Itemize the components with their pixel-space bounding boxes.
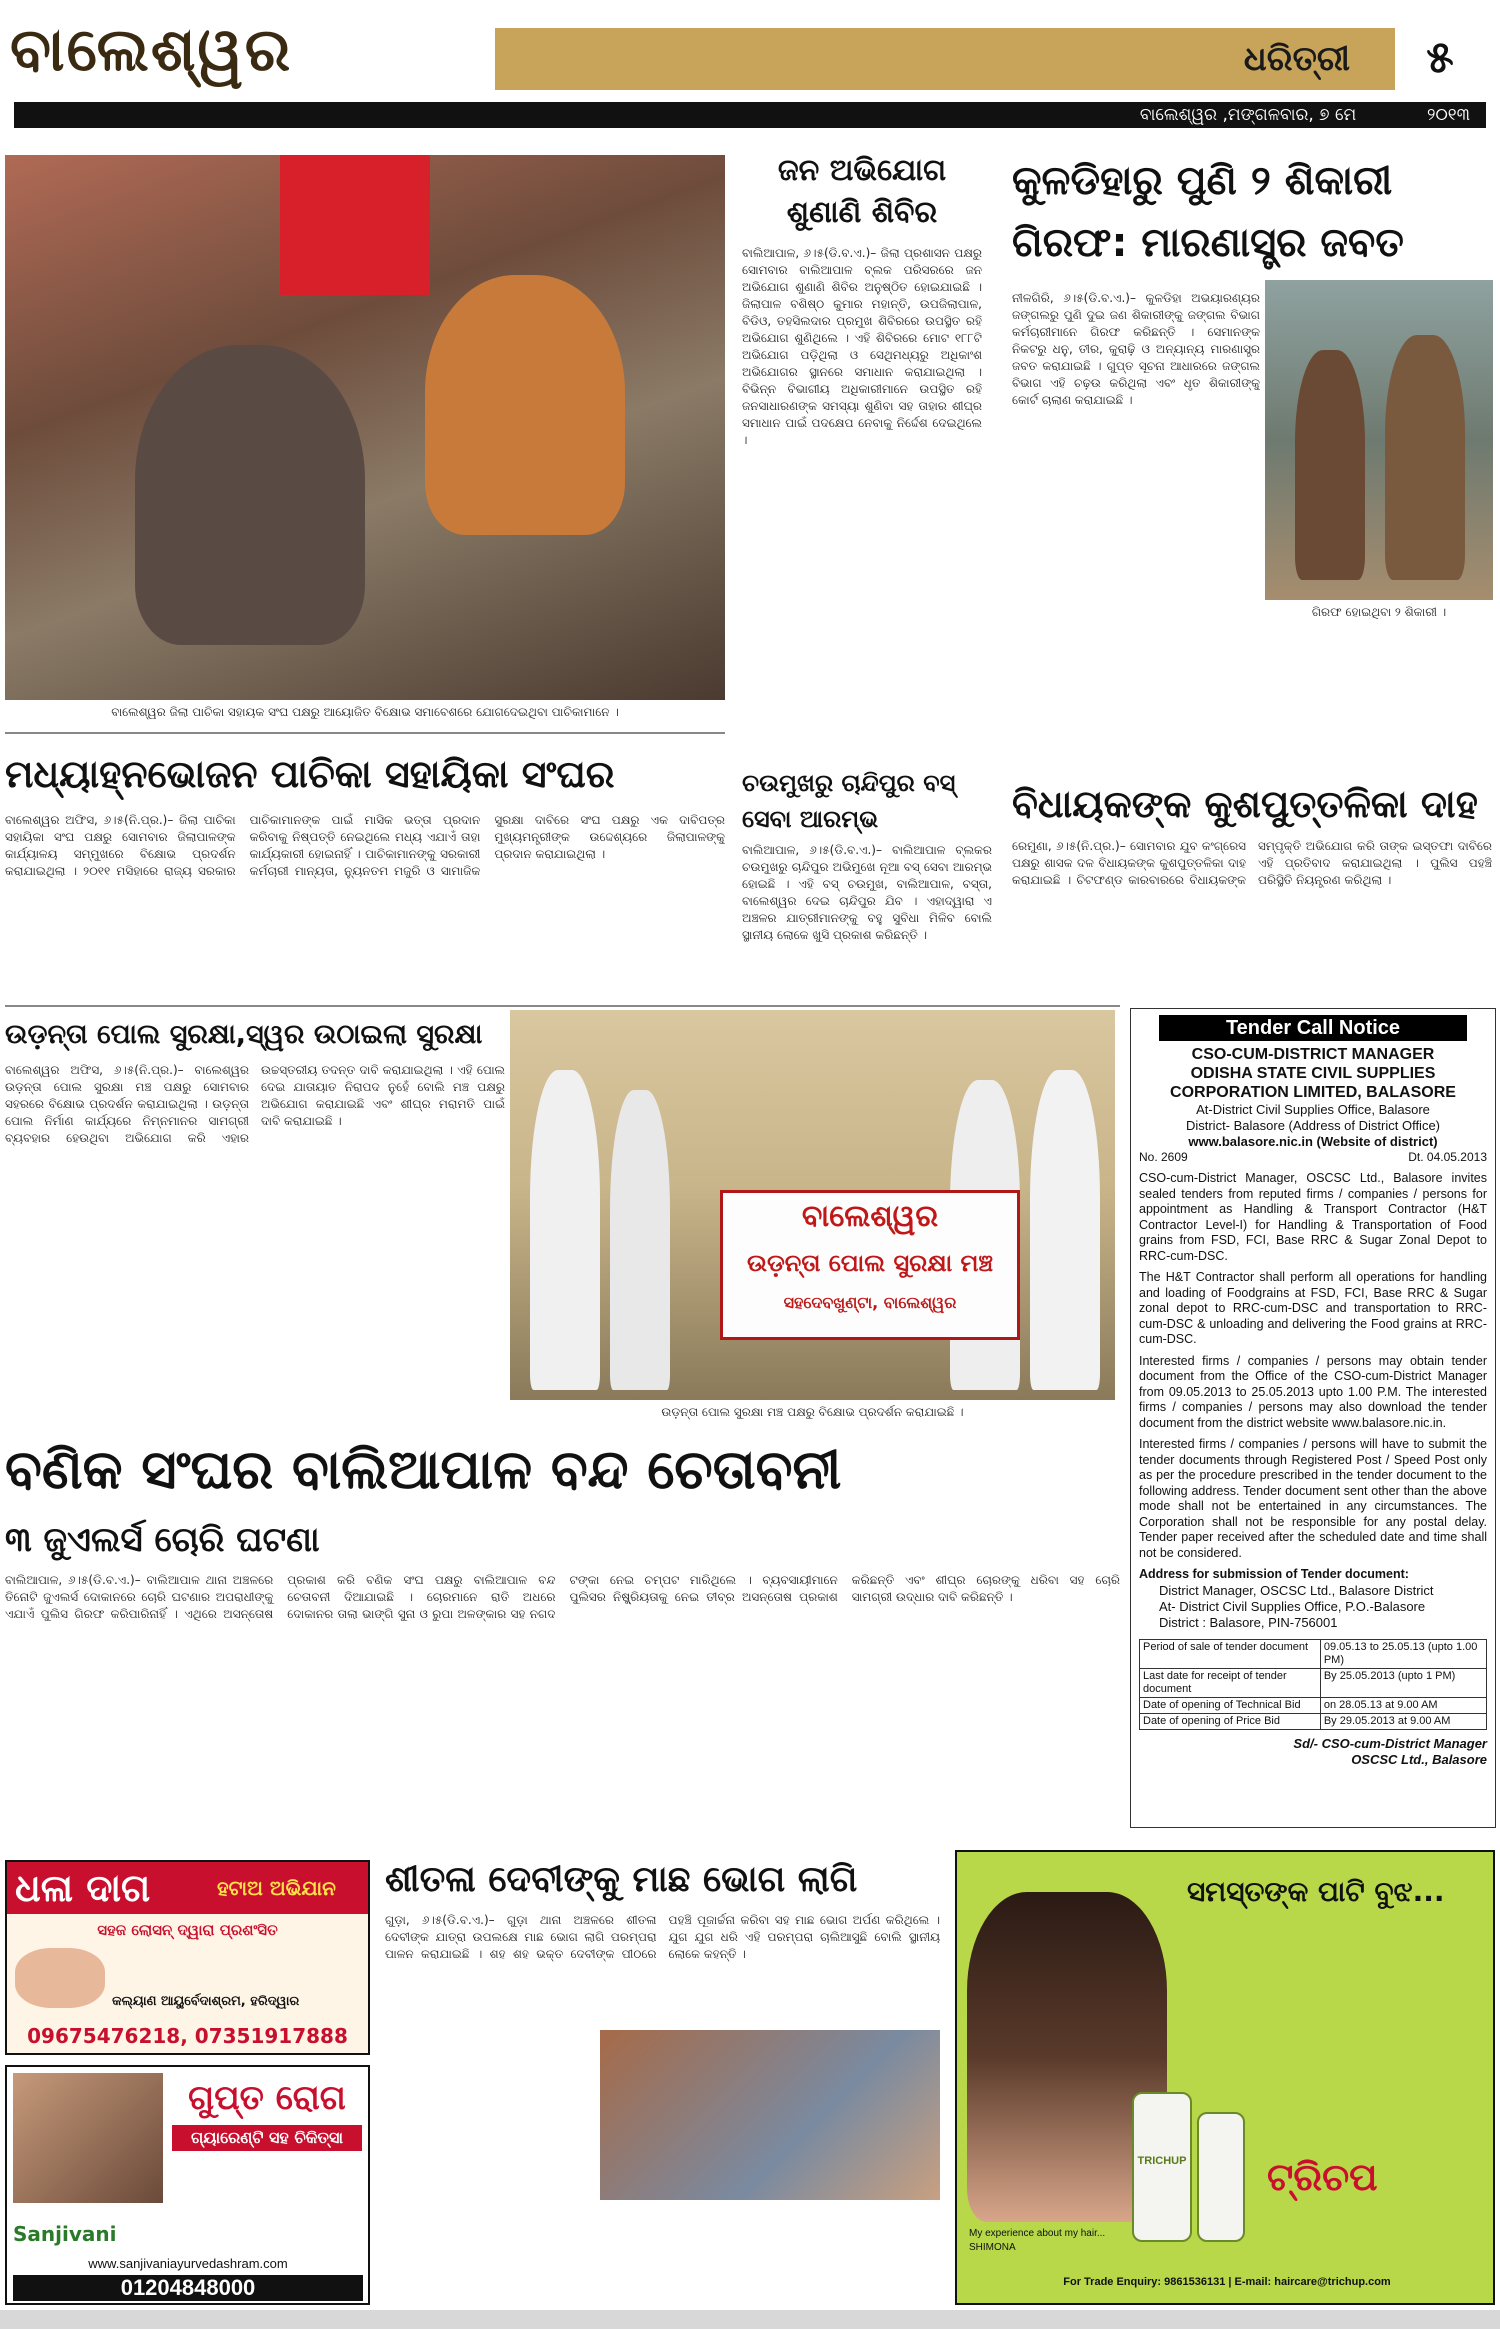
bus-headline: ଚଉମୁଖରୁ ଚାନ୍ଦିପୁର ବସ୍ ସେବା ଆରମ୍ଭ xyxy=(742,769,956,833)
table-cell: 09.05.13 to 25.05.13 (upto 1.00 PM) xyxy=(1320,1639,1486,1668)
photo-figure xyxy=(1295,350,1365,580)
photo-figure xyxy=(610,1090,670,1390)
cooking-body: ବାଲେଶ୍ୱର ଅଫିସ, ୬।୫(ନି.ପ୍ର.)– ଜିଲା ପାଚିକା ସହାୟିକା ସଂଘ ପକ୍ଷରୁ ସୋମବାର ଜିଲାପାଳଙ୍କ କାର୍ଯ୍ୟାଳୟ ସମ୍ମୁଖରେ ବିକ୍ଷୋଭ ପ୍ରଦର୍ଶନ କରାଯାଇଥିଲା । ୨୦୧୧ ମସିହାରେ ରାଜ୍ୟ ସରକାର ପାଚିକାମାନଙ୍କ ପାଇଁ ମାସିକ ଭତ୍ତା ପ୍ରଦାନ କରିବାକୁ ନିଷ୍ପତ୍ତି ନେଇଥିଲେ ମଧ୍ୟ ଏଯାଏଁ ତାହା କାର୍ଯ୍ୟକାରୀ ହୋଇନାହିଁ । ପାଚିକାମାନଙ୍କୁ ସରକାରୀ କର୍ମଚାରୀ ମାନ୍ୟତା, ନ୍ୟୁନତମ ମଜୁରି ଓ ସାମାଜିକ ସୁରକ୍ଷା ଦାବିରେ ସଂଘ ପକ୍ଷରୁ ଏକ ଦାବିପତ୍ର ମୁଖ୍ୟମନ୍ତ୍ରୀଙ୍କ ଉଦ୍ଦେଶ୍ୟରେ ଜିଲାପାଳଙ୍କୁ ପ୍ରଦାନ କରାଯାଇଥିଲା । xyxy=(5,813,725,878)
table-row xyxy=(1140,1697,1487,1713)
tender-ref xyxy=(1139,1150,1487,1165)
camp-headline: ଜନ ଅଭିଯୋଗ ଶୁଣାଣି ଶିବିର xyxy=(777,153,947,230)
protest-caption: ବାଲେଶ୍ୱର ଜିଲା ପାଚିକା ସହାୟକ ସଂଘ ପକ୍ଷରୁ ଆୟୋଜିତ ବିକ୍ଷୋଭ ସମାବେଶରେ ଯୋଗଦେଇଥିବା ପାଚିକାମାନେ । xyxy=(111,705,619,719)
photo-figure xyxy=(530,1070,600,1390)
ad-quote: My experience about my hair... SHIMONA xyxy=(969,2228,1106,2253)
sheetala-headline: ଶୀତଳା ଦେବୀଙ୍କୁ ମାଛ ଭୋଗ ଲାଗି xyxy=(385,1859,858,1900)
footer-bar xyxy=(0,2310,1500,2329)
protest-photo xyxy=(5,155,725,700)
tender-paragraph: The H&T Contractor shall perform all operations for handling and loading of Foodgrains at FSD, FCI, Base RRC & Sugar zonal depot to RRC-cum-DSC and transportation to RRC-cum-DSC & unloading and delivering the Food grains at RRC-cum-DSC. xyxy=(1139,1270,1487,1346)
table-row xyxy=(1140,1639,1487,1668)
dateline xyxy=(1050,103,1470,127)
police-headline: ଉଡ଼ନ୍ତା ପୋଲ ସୁରକ୍ଷା,ସ୍ୱର ଉଠାଇଲା ସୁରକ୍ଷା xyxy=(5,1019,483,1050)
bus-body: ବାଲିଆପାଳ, ୬।୫(ଡି.ବ.ଏ.)– ବାଲିଆପାଳ ବ୍ଲକର ଚଉମୁଖରୁ ଚାନ୍ଦିପୁର ଅଭିମୁଖେ ନୂଆ ବସ୍ ସେବା ଆରମ୍ଭ ହୋଇଛି । ଏହି ବସ୍ ଚଉମୁଖ, ବାଲିଆପାଳ, ବସ୍ତା, ବାଲେଶ୍ୱର ଦେଇ ଚାନ୍ଦିପୁର ଯିବ । ଏହାଦ୍ୱାରା ଏ ଅଞ୍ଚଳର ଯାତ୍ରୀମାନଙ୍କୁ ବହୁ ସୁବିଧା ମିଳିବ ବୋଲି ସ୍ଥାନୀୟ ଲୋକେ ଖୁସି ପ୍ରକାଶ କରିଛନ୍ତି । xyxy=(742,843,992,942)
ad-trade-enquiry: For Trade Enquiry: 9861536131 | E-mail: haircare@trichup.com xyxy=(1063,2276,1391,2288)
police-body: ବାଲେଶ୍ୱର ଅଫିସ, ୬।୫(ନି.ପ୍ର.)– ବାଲେଶ୍ୱର ଉଡ଼ନ୍ତା ପୋଲ ସୁରକ୍ଷା ମଞ୍ଚ ପକ୍ଷରୁ ସୋମବାର ସହରରେ ବିକ୍ଷୋଭ ପ୍ରଦର୍ଶନ କରାଯାଇଥିଲା । ଉଡ଼ନ୍ତା ପୋଲ ନିର୍ମାଣ କାର୍ଯ୍ୟରେ ନିମ୍ନମାନର ସାମଗ୍ରୀ ବ୍ୟବହାର ହେଉଥିବା ଅଭିଯୋଗ କରି ଏହାର ଉଚ୍ଚସ୍ତରୀୟ ତଦନ୍ତ ଦାବି କରାଯାଇଥିଲା । ଏହି ପୋଲ ଦେଇ ଯାତାୟାତ ନିରାପଦ ନୁହେଁ ବୋଲି ମଞ୍ଚ ପକ୍ଷରୁ ଅଭିଯୋଗ କରାଯାଇଛି ଏବଂ ଶୀଘ୍ର ମରାମତି ପାଇଁ ଦାବି କରାଯାଇଛି । xyxy=(5,1063,505,1145)
banner-line: ସହଦେବଖୁଣ୍ଟା, ବାଲେଶ୍ୱର xyxy=(783,1293,957,1312)
section-name: ଧରିତ୍ରୀ xyxy=(1243,39,1350,79)
effigy-headline: ବିଧାୟକଙ୍କ କୁଶପୁତ୍ତଳିକା ଦାହ xyxy=(1012,782,1478,826)
banner-line: ବାଲେଶ୍ୱର xyxy=(801,1199,939,1234)
trader-headline: ବଣିକ ସଂଘର ବାଲିଆପାଳ ବନ୍ଦ ଚେତାବନୀ xyxy=(5,1438,842,1501)
photo-figure xyxy=(1385,335,1465,580)
table-row xyxy=(1140,1668,1487,1697)
tender-address: District- Balasore (Address of District Office) xyxy=(1185,1118,1441,1133)
poacher-photo xyxy=(1265,280,1493,600)
masthead xyxy=(0,0,1500,135)
sheetala-body: ଗୁଡ଼ା, ୬।୫(ଡି.ବ.ଏ.)– ଗୁଡ଼ା ଥାନା ଅଞ୍ଚଳରେ ଶୀତଳା ଦେବୀଙ୍କ ଯାତ୍ରା ଉପଲକ୍ଷେ ମାଛ ଭୋଗ ଲାଗି ପରମ୍ପରା ପାଳନ କରାଯାଇଛି । ଶହ ଶହ ଭକ୍ତ ଦେବୀଙ୍କ ପୀଠରେ ପହଞ୍ଚି ପୂଜାର୍ଚ୍ଚନା କରିବା ସହ ମାଛ ଭୋଗ ଅର୍ପଣ କରିଥିଲେ । ଯୁଗ ଯୁଗ ଧରି ଏହି ପରମ୍ପରା ଚାଲିଆସୁଛି ବୋଲି ସ୍ଥାନୀୟ ଲୋକେ କହନ୍ତି । xyxy=(385,1913,940,1961)
ad-product-bottle xyxy=(1197,2112,1245,2242)
photo-figure xyxy=(1030,1070,1100,1390)
ad-sanjivani xyxy=(5,2065,370,2305)
tender-address: At-District Civil Supplies Office, Balasore xyxy=(1196,1102,1430,1117)
trader-subhead: ୩ ଜୁଏଲର୍ସ ଚୋରି ଘଟଣା xyxy=(5,1520,320,1560)
police-photo xyxy=(510,1010,1115,1400)
photo-figure xyxy=(135,345,365,645)
ad-brand: ଟ୍ରିଚପ xyxy=(1267,2155,1378,2199)
tender-org: CSO-CUM-DISTRICT MANAGER xyxy=(1191,1046,1435,1063)
protest-banner xyxy=(720,1190,1020,1340)
ad-image xyxy=(13,2073,163,2203)
ad-trichup xyxy=(955,1850,1495,2305)
ad-title: ଗୁପ୍ତ ରୋଗ xyxy=(188,2078,346,2118)
camp-body: ବାଲିଆପାଳ, ୬।୫(ଡି.ବ.ଏ.)– ଜିଲା ପ୍ରଶାସନ ପକ୍ଷରୁ ସୋମବାର ବାଲିଆପାଳ ବ୍ଲକ ପରିସରରେ ଜନ ଅଭିଯୋଗ ଶୁଣାଣି ଶିବିର ଅନୁଷ୍ଠିତ ହୋଇଯାଇଛି । ଜିଲାପାଳ ବଶିଷ୍ଠ କୁମାର ମହାନ୍ତି, ଉପଜିଲାପାଳ, ବିଡିଓ, ତହସିଲଦାର ପ୍ରମୁଖ ଶିବିରରେ ଉପସ୍ଥିତ ରହି ଅଭିଯୋଗ ଶୁଣିଥିଲେ । ଏହି ଶିବିରରେ ମୋଟ ୧୮୮ଟି ଅଭିଯୋଗ ପଡ଼ିଥିଲା ଓ ସେଥିମଧ୍ୟରୁ ଅଧିକାଂଶ ଅଭିଯୋଗର ସ୍ଥାନରେ ସମାଧାନ କରାଯାଇଥିଲା । ବିଭିନ୍ନ ବିଭାଗୀୟ ଅଧିକାରୀମାନେ ଉପସ୍ଥିତ ରହି ଜନସାଧାରଣଙ୍କ ସମସ୍ୟା ଶୁଣିବା ସହ ତାହାର ଶୀଘ୍ର ସମାଧାନ ପାଇଁ ପଦକ୍ଷେପ ନେବାକୁ ନିର୍ଦ୍ଦେଶ ଦେଇଥିଲେ । xyxy=(742,246,982,447)
poacher-body: ନୀଳଗିରି, ୬।୫(ଡି.ବ.ଏ.)– କୁଳଡିହା ଅଭୟାରଣ୍ୟର ଜଙ୍ଗଲରୁ ପୁଣି ଦୁଇ ଜଣ ଶିକାରୀଙ୍କୁ ଜଙ୍ଗଲ ବିଭାଗ କର୍ମଚାରୀମାନେ ଗିରଫ କରିଛନ୍ତି । ସେମାନଙ୍କ ନିକଟରୁ ଧନୁ, ତୀର, କୁରାଢ଼ି ଓ ଅନ୍ୟାନ୍ୟ ମାରଣାସ୍ତ୍ର ଜବତ କରାଯାଇଛି । ଗୁପ୍ତ ସୂଚନା ଆଧାରରେ ଜଙ୍ଗଲ ବିଭାଗ ଏହି ଚଢ଼ଉ କରିଥିଲା ଏବଂ ଧୃତ ଶିକାରୀଙ୍କୁ କୋର୍ଟ ଚାଲାଣ କରାଯାଇଛି । xyxy=(1012,291,1260,407)
ad-url: www.sanjivaniayurvedashram.com xyxy=(88,2256,288,2271)
table-cell: Date of opening of Price Bid xyxy=(1140,1713,1321,1729)
tender-paragraph: Interested firms / companies / persons may obtain tender document from the Office of the CSO-cum-District Manager from 09.05.2013 to 25.05.2013 upto 1.00 P.M. The interested firms / companies / persons may also download the tender document from the district website www.balasore.nic.in. xyxy=(1139,1353,1487,1430)
page-number: ୫ xyxy=(1426,32,1454,83)
effigy-body: ରେମୁଣା, ୬।୫(ନି.ପ୍ର.)– ସୋମବାର ଯୁବ କଂଗ୍ରେସ ପକ୍ଷରୁ ଶାସକ ଦଳ ବିଧାୟକଙ୍କ କୁଶପୁତ୍ତଳିକା ଦାହ କରାଯାଇଛି । ଚିଟଫଣ୍ଡ କାରବାରରେ ବିଧାୟକଙ୍କ ସମ୍ପୃକ୍ତି ଅଭିଯୋଗ କରି ତାଙ୍କ ଇସ୍ତଫା ଦାବିରେ ଏହି ପ୍ରତିବାଦ କରାଯାଇଥିଲା । ପୁଲିସ ପହଞ୍ଚି ପରିସ୍ଥିତି ନିୟନ୍ତ୍ରଣ କରିଥିଲା । xyxy=(1012,839,1492,887)
ad-face-image xyxy=(15,1948,105,2008)
table-cell: Last date for receipt of tender document xyxy=(1140,1668,1321,1697)
ad-title: ସମସ୍ତଙ୍କ ପାଟି ବୁଝ... xyxy=(1187,1875,1445,1908)
table-row xyxy=(1140,1713,1487,1729)
submission-address: At- District Civil Supplies Office, P.O.-Balasore xyxy=(1159,1598,1426,1614)
tender-paragraph: CSO-cum-District Manager, OSCSC Ltd., Balasore invites sealed tenders from reputed firms / companies / persons for appointment as Handling & Transport Contractor (H&T Contractor Level-I) for Handling & Transportation of Food grains from FSD, FCI, Base RRC & Sugar Zonal Depot to RRC-cum-DSC. xyxy=(1139,1171,1487,1263)
table-cell: Date of opening of Technical Bid xyxy=(1140,1697,1321,1713)
submission-address: District Manager, OSCSC Ltd., Balasore District xyxy=(1159,1582,1434,1598)
poacher-caption: ଗିରଫ ହୋଇଥିବା ୨ ଶିକାରୀ । xyxy=(1311,605,1447,619)
tender-notice xyxy=(1130,1008,1496,1828)
banner-line: ଉଡ଼ନ୍ତା ପୋଲ ସୁରକ୍ଷା ମଞ୍ଚ xyxy=(747,1249,993,1277)
table-cell: on 28.05.13 at 9.00 AM xyxy=(1320,1697,1486,1713)
ad-phone: 09675476218, 07351917888 xyxy=(27,2024,348,2048)
year: ୨୦୧୩ xyxy=(1427,105,1470,125)
divider xyxy=(5,1005,1120,1007)
ad-product: TRICHUP xyxy=(1137,2155,1187,2167)
signature: OSCSC Ltd., Balasore xyxy=(1351,1751,1487,1767)
tender-paragraph: Interested firms / companies / persons will have to submit the tender documents through Registered Post / Speed Post only as per the procedure prescribed in the tender document to the following address. Tender document sent other than the above mode shall not be entertained in any circumstances. The Corporation shall not be responsible for any postal delay. Tender paper received after the scheduled date and time shall not be considered. xyxy=(1139,1437,1487,1560)
table-cell: By 29.05.2013 at 9.00 AM xyxy=(1320,1713,1486,1729)
sheetala-body-left xyxy=(385,2030,590,2300)
tender-title: Tender Call Notice xyxy=(1159,1015,1467,1041)
ad-clinic: କଲ୍ୟାଣ ଆୟୁର୍ବେଦାଶ୍ରମ, ହରିଦ୍ୱାର xyxy=(112,1994,300,2009)
schedule-table xyxy=(1139,1639,1487,1730)
protest-flag xyxy=(280,155,430,295)
police-caption: ଉଡ଼ନ୍ତା ପୋଲ ସୁରକ୍ଷା ମଞ୍ଚ ପକ୍ଷରୁ ବିକ୍ଷୋଭ ପ୍ରଦର୍ଶନ କରାଯାଇଛି । xyxy=(661,1405,964,1419)
signature: Sd/- CSO-cum-District Manager xyxy=(1293,1735,1487,1751)
ad-white-spot xyxy=(5,1860,370,2055)
tender-website: www.balasore.nic.in (Website of district) xyxy=(1188,1134,1438,1149)
ad-title: ଧଳା ଦାଗ xyxy=(15,1866,151,1910)
newspaper-title: ବାଲେଶ୍ୱର xyxy=(10,15,293,85)
poacher-headline: କୁଳଡିହାରୁ ପୁଣି ୨ ଶିକାରୀ ଗିରଫ: ମାରଣାସ୍ତ୍ର ଜବତ xyxy=(1012,158,1404,266)
submission-address: District : Balasore, PIN-756001 xyxy=(1159,1614,1338,1630)
divider xyxy=(5,732,725,734)
ad-subtitle: ଗ୍ୟାରେଣ୍ଟି ସହ ଚିକିତ୍ସା xyxy=(172,2125,362,2151)
trader-body: ବାଲିଆପାଳ, ୬।୫(ଡି.ବ.ଏ.)– ବାଲିଆପାଳ ଥାନା ଅଞ୍ଚଳରେ ତିନୋଟି ଜୁଏଲର୍ସ ଦୋକାନରେ ଚୋରି ଘଟଣାର ଅପରାଧୀଙ୍କୁ ଏଯାଏଁ ପୁଲିସ ଗିରଫ କରିପାରିନାହିଁ । ଏଥିରେ ଅସନ୍ତୋଷ ପ୍ରକାଶ କରି ବଣିକ ସଂଘ ପକ୍ଷରୁ ବାଲିଆପାଳ ବନ୍ଦ ଚେତାବନୀ ଦିଆଯାଇଛି । ଚୋରମାନେ ରାତି ଅଧରେ ଦୋକାନର ତାଲା ଭାଙ୍ଗି ସୁନା ଓ ରୁପା ଅଳଙ୍କାର ସହ ନଗଦ ଟଙ୍କା ନେଇ ଚମ୍ପଟ ମାରିଥିଲେ । ବ୍ୟବସାୟୀମାନେ ପୁଲିସର ନିଷ୍କ୍ରିୟତାକୁ ନେଇ ତୀବ୍ର ଅସନ୍ତୋଷ ପ୍ରକାଶ କରିଛନ୍ତି ଏବଂ ଶୀଘ୍ର ଚୋରଙ୍କୁ ଧରିବା ସହ ଚୋରି ସାମଗ୍ରୀ ଉଦ୍ଧାର ଦାବି କରିଛନ୍ତି । xyxy=(5,1573,1120,1621)
ad-brand: Sanjivani xyxy=(13,2222,117,2246)
table-cell: By 25.05.2013 (upto 1 PM) xyxy=(1320,1668,1486,1697)
ad-line: ସହଜ ଲୋସନ୍ ଦ୍ୱାରା ପ୍ରଶଂସିତ xyxy=(97,1921,278,1939)
ad-subtitle: ହଟାଅ ଅଭିଯାନ xyxy=(217,1876,336,1900)
notice-number: No. 2609 xyxy=(1139,1150,1188,1164)
notice-date: Dt. 04.05.2013 xyxy=(1408,1150,1487,1164)
address-heading: Address for submission of Tender document: xyxy=(1139,1567,1409,1581)
cooking-headline: ମଧ୍ୟାହ୍ନଭୋଜନ ପାଚିକା ସହାୟିକା ସଂଘର xyxy=(5,752,615,796)
poacher-body-cont xyxy=(1265,628,1493,768)
date: ବାଲେଶ୍ୱର ,ମଙ୍ଗଳବାର, ୭ ମେ xyxy=(1139,105,1357,125)
sheetala-photo xyxy=(600,2030,940,2200)
tender-org: ODISHA STATE CIVIL SUPPLIES xyxy=(1190,1065,1436,1082)
photo-figure xyxy=(425,275,625,535)
table-cell: Period of sale of tender document xyxy=(1140,1639,1321,1668)
ad-phone: 01204848000 xyxy=(13,2275,363,2301)
tender-org: CORPORATION LIMITED, BALASORE xyxy=(1170,1084,1456,1101)
